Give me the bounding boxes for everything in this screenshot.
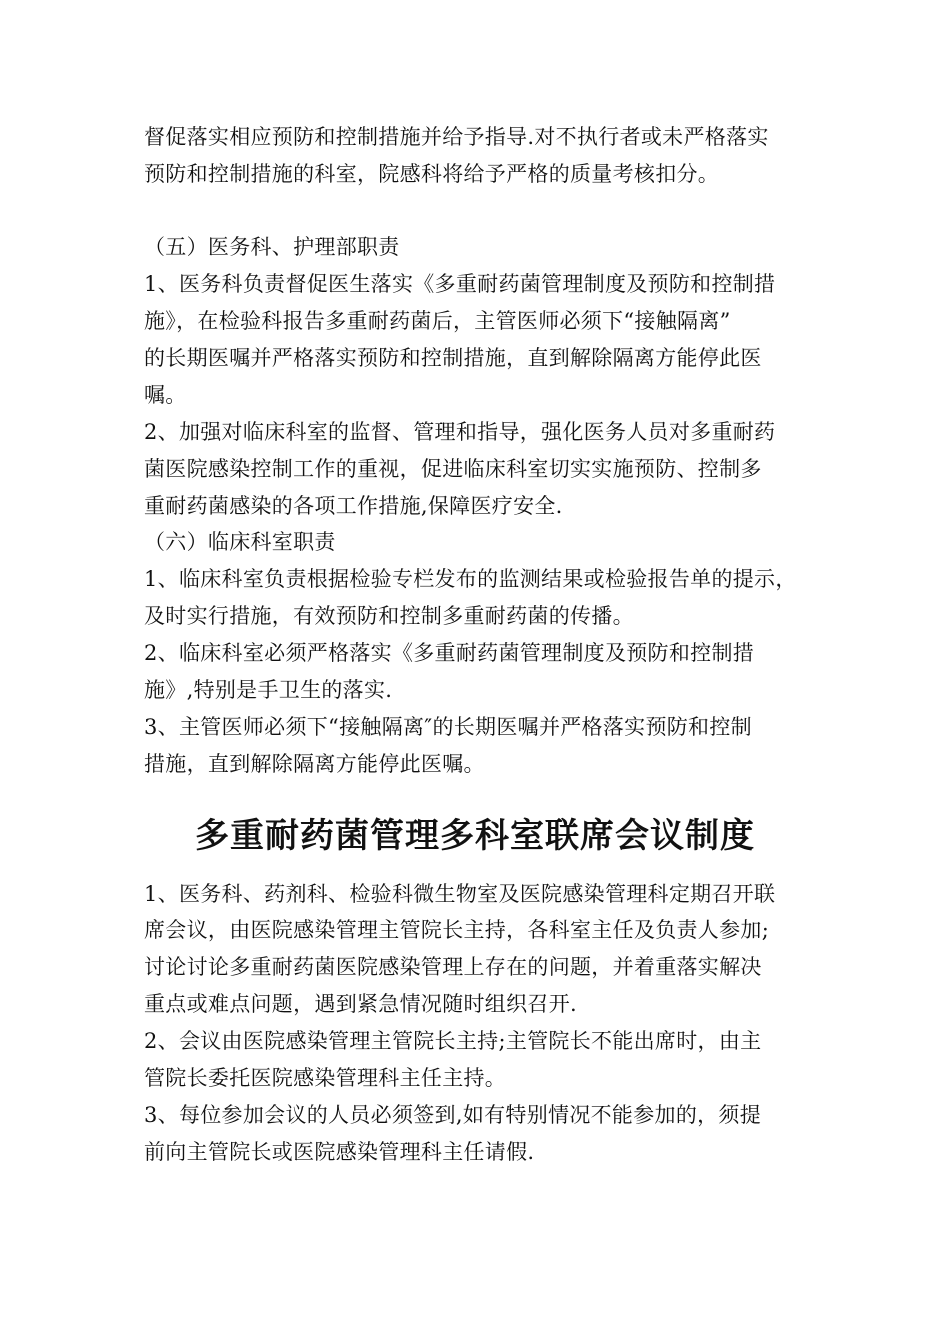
paragraph-line: 2、会议由医院感染管理主管院长主持;主管院长不能出席时，由主 bbox=[144, 1029, 762, 1053]
paragraph-line: 2、加强对临床科室的监督、管理和指导，强化医务人员对多重耐药 bbox=[144, 420, 776, 444]
paragraph-line: 讨论讨论多重耐药菌医院感染管理上存在的问题，并着重落实解决 bbox=[144, 955, 762, 979]
paragraph-line: 预防和控制措施的科室，院感科将给予严格的质量考核扣分。 bbox=[144, 162, 720, 186]
paragraph-line: 嘱。 bbox=[144, 383, 187, 407]
paragraph-line: 督促落实相应预防和控制措施并给予指导.对不执行者或未严格落实 bbox=[144, 125, 769, 149]
paragraph-line: 2、临床科室必须严格落实《多重耐药菌管理制度及预防和控制措 bbox=[144, 641, 755, 665]
paragraph-line: 3、主管医师必须下“接触隔离″的长期医嘱并严格落实预防和控制 bbox=[144, 715, 752, 739]
paragraph-line: 前向主管院长或医院感染管理科主任请假. bbox=[144, 1140, 535, 1164]
paragraph-line: 1、医务科、药剂科、检验科微生物室及医院感染管理科定期召开联 bbox=[144, 882, 776, 906]
section-heading-six: （六）临床科室职责 bbox=[144, 530, 336, 554]
paragraph-line: 1、医务科负责督促医生落实《多重耐药菌管理制度及预防和控制措 bbox=[144, 272, 776, 296]
paragraph-line: 措施，直到解除隔离方能停此医嘱。 bbox=[144, 752, 485, 776]
paragraph-line: 席会议，由医院感染管理主管院长主持，各科室主任及负责人参加; bbox=[144, 918, 770, 942]
section-heading-five: （五）医务科、护理部职责 bbox=[144, 235, 400, 259]
paragraph-line: 施》,特别是手卫生的落实. bbox=[144, 678, 393, 702]
paragraph-line: 1、临床科室负责根据检验专栏发布的监测结果或检验报告单的提示， bbox=[144, 567, 797, 591]
paragraph-line: 重点或难点问题，遇到紧急情况随时组织召开. bbox=[144, 992, 577, 1016]
meeting-title: 多重耐药菌管理多科室联席会议制度 bbox=[195, 816, 755, 856]
paragraph-line: 菌医院感染控制工作的重视，促进临床科室切实实施预防、控制多 bbox=[144, 457, 762, 481]
paragraph-line: 施》，在检验科报告多重耐药菌后，主管医师必须下“接触隔离” bbox=[144, 309, 731, 333]
paragraph-line: 重耐药菌感染的各项工作措施,保障医疗安全. bbox=[144, 494, 563, 518]
paragraph-line: 的长期医嘱并严格落实预防和控制措施，直到解除隔离方能停此医 bbox=[144, 346, 762, 370]
paragraph-line: 及时实行措施，有效预防和控制多重耐药菌的传播。 bbox=[144, 604, 634, 628]
paragraph-line: 管院长委托医院感染管理科主任主持。 bbox=[144, 1066, 507, 1090]
paragraph-line: 3、每位参加会议的人员必须签到,如有特别情况不能参加的，须提 bbox=[144, 1103, 762, 1127]
